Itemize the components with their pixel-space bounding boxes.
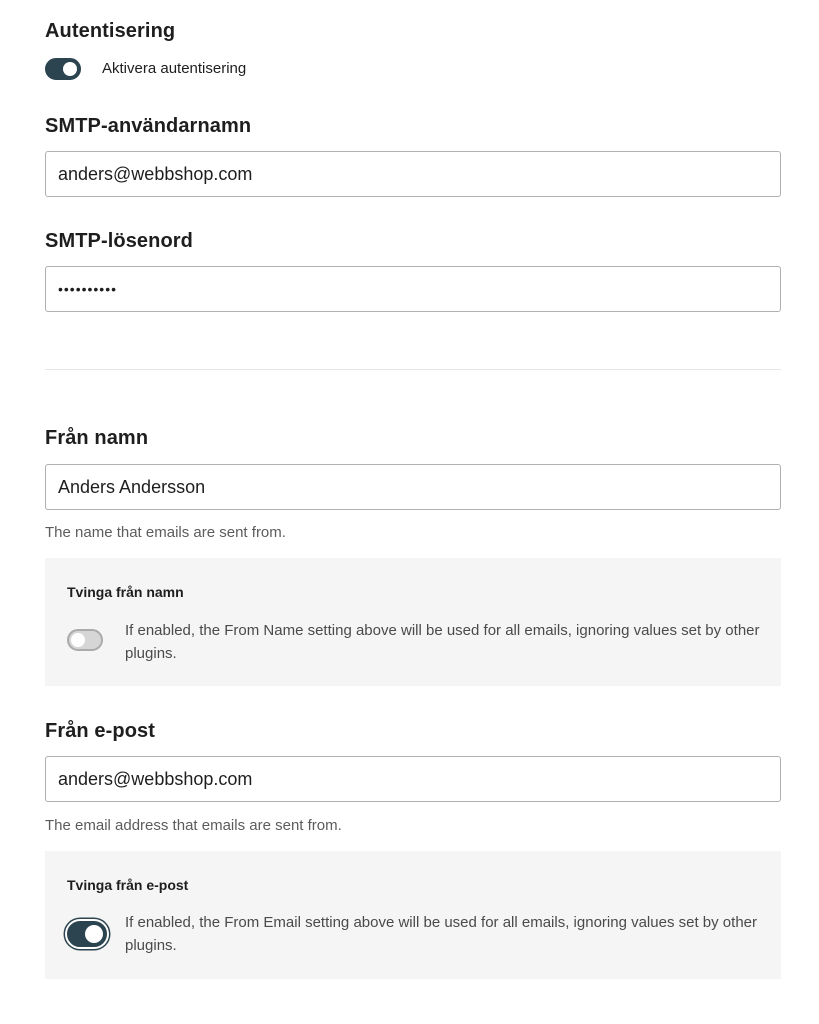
from-name-input[interactable] <box>45 464 781 510</box>
force-from-email-panel <box>45 851 781 979</box>
authentication-toggle[interactable] <box>45 58 81 80</box>
section-divider <box>45 369 781 370</box>
force-from-email-description: If enabled, the From Email setting above will be used for all emails, ignoring values set by other plugins. <box>125 914 757 954</box>
force-from-email-title: Tvinga från e-post <box>67 877 189 893</box>
smtp-username-input[interactable] <box>45 151 781 197</box>
smtp-username-label: SMTP-användarnamn <box>45 115 252 137</box>
force-from-email-toggle[interactable] <box>67 921 107 947</box>
force-from-name-panel <box>45 558 781 686</box>
smtp-password-input[interactable]: •••••••••• <box>45 266 781 312</box>
authentication-toggle-label: Aktivera autentisering <box>102 60 247 77</box>
smtp-password-label: SMTP-lösenord <box>45 230 193 252</box>
from-email-input[interactable] <box>45 756 781 802</box>
from-name-label: Från namn <box>45 427 149 449</box>
from-email-help: The email address that emails are sent from. <box>45 817 342 834</box>
toggle-knob <box>85 925 103 943</box>
force-from-name-description: If enabled, the From Name setting above will be used for all emails, ignoring values set by other plugins. <box>125 622 760 662</box>
from-name-help: The name that emails are sent from. <box>45 524 286 541</box>
toggle-knob <box>71 633 85 647</box>
force-from-name-toggle[interactable] <box>67 629 103 651</box>
force-from-name-title: Tvinga från namn <box>67 584 184 600</box>
authentication-title: Autentisering <box>45 20 176 42</box>
from-email-label: Från e-post <box>45 720 155 742</box>
toggle-knob <box>63 62 77 76</box>
